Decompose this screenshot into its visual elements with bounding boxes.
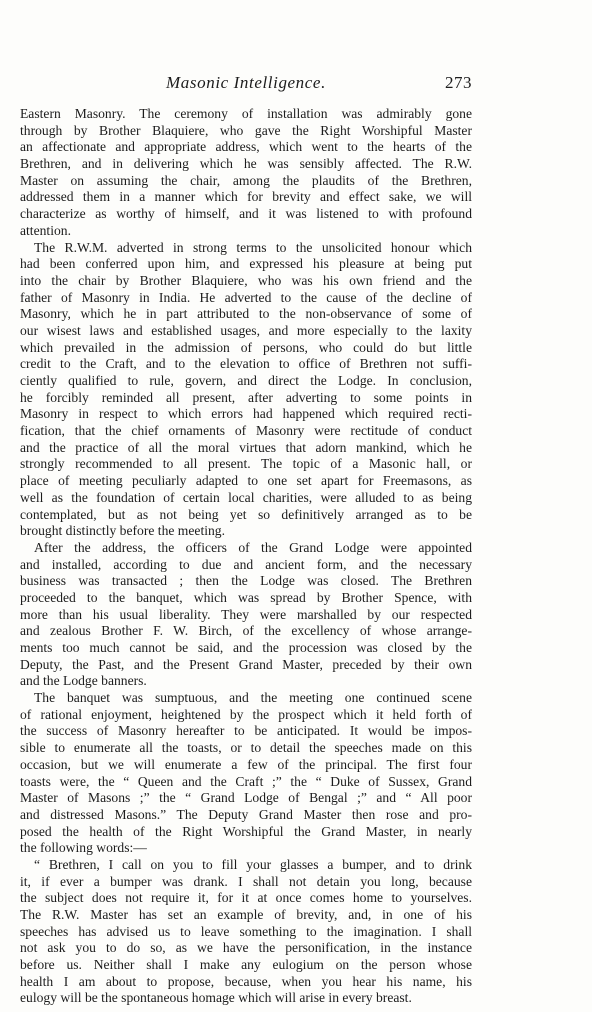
paragraph	[20, 857, 472, 1007]
text-line: the success of Masonry hereafter to be anticipated. It would be impos-	[20, 723, 472, 739]
text-line: Master of Masons ;” the “ Grand Lodge of Bengal ;” and “ All poor	[20, 790, 472, 806]
text-line: eulogy will be the spontaneous homage which will arise in every breast.	[20, 990, 412, 1006]
paragraph	[20, 690, 472, 857]
page-number: 273	[445, 73, 472, 92]
text-line: and the Lodge banners.	[20, 673, 147, 689]
text-line: well as the foundation of certain local charities, were alluded to as being	[20, 489, 472, 505]
text-line: speeches has advised us to leave something to the imagination. I shall	[20, 923, 472, 939]
text-line: place of meeting peculiarly adapted to one set apart for Freemasons, as	[20, 473, 472, 489]
text-line: Eastern Masonry. The ceremony of installation was admirably gone	[20, 106, 472, 121]
text-line: an affectionate and appropriate address, which went to the hearts of the	[20, 139, 472, 155]
paragraph	[20, 106, 472, 240]
text-line: health I am about to propose, because, when you hear his name, his	[20, 973, 472, 989]
text-line: addressed them in a manner which for brevity and effect sake, we will	[20, 189, 472, 205]
text-line: our wisest laws and established usages, and more especially to the laxity	[20, 322, 472, 338]
text-line: of rational enjoyment, heightened by the prospect which it held forth of	[20, 706, 472, 722]
text-line: The R.W.M. adverted in strong terms to the unsolicited honour which	[34, 239, 472, 255]
text-line: After the address, the officers of the Grand Lodge were appointed	[34, 539, 472, 555]
text-line: contemplated, but as not being yet so definitively arranged as to be	[20, 506, 472, 522]
text-line: toasts were, the “ Queen and the Craft ;” the “ Duke of Sussex, Grand	[20, 773, 472, 789]
text-line: sible to enumerate all the toasts, or to detail the speeches made on this	[20, 740, 472, 756]
text-line: and the practice of all the moral virtues that adorn mankind, which he	[20, 439, 472, 455]
text-line: the following words:—	[20, 840, 147, 856]
text-line: and installed, according to due and ancient form, and the necessary	[20, 556, 472, 572]
text-line: ments too much cannot be said, and the procession was closed by the	[20, 640, 472, 655]
text-line: attention.	[20, 222, 71, 238]
body-text	[20, 106, 472, 1007]
paragraph	[20, 240, 472, 540]
text-line: Brethren, and in delivering which he was sensibly affected. The R.W.	[20, 156, 472, 172]
text-line: proceeded to the banquet, which was spread by Brother Spence, with	[20, 589, 472, 605]
text-line: he forcibly reminded all present, after adverting to some points in	[20, 389, 472, 405]
text-line: credit to the Craft, and to the elevation to office of Brethren not suffi-	[20, 356, 472, 372]
paragraph	[20, 540, 472, 690]
text-line: more than his usual liberality. They were marshalled by our respected	[20, 606, 472, 622]
text-line: characterize as worthy of himself, and it was listened to with profound	[20, 206, 472, 222]
text-line: The R.W. Master has set an example of brevity, and, in one of his	[20, 907, 472, 922]
text-line: Masonry, which he in part attributed to the non-observance of some of	[20, 306, 472, 322]
text-line: before us. Neither shall I make any eulogium on the person whose	[20, 957, 472, 973]
text-line: father of Masonry in India. He adverted to the cause of the decline of	[20, 289, 472, 305]
text-line: Master on assuming the chair, among the plaudits of the Brethren,	[20, 172, 472, 188]
running-head	[20, 73, 472, 99]
text-line: not ask you to do so, as we have the personification, in the instance	[20, 940, 472, 956]
text-line: and distressed Masons.” The Deputy Grand Master then rose and pro-	[20, 806, 472, 822]
text-line: the subject does not require it, for it at once comes home to yourselves.	[20, 890, 472, 906]
text-line: “ Brethren, I call on you to fill your glasses a bumper, and to drink	[34, 856, 472, 872]
text-line: ciently qualified to rule, govern, and direct the Lodge. In conclusion,	[20, 373, 472, 388]
text-line: which prevailed in the admission of persons, who could do but little	[20, 339, 472, 355]
text-line: strongly recommended to all present. The topic of a Masonic hall, or	[20, 456, 472, 472]
text-line: posed the health of the Right Worshipful the Grand Master, in nearly	[20, 823, 472, 839]
text-line: into the chair by Brother Blaquiere, who was his own friend and the	[20, 272, 472, 288]
text-line: and zealous Brother F. W. Birch, of the excellency of whose arrange-	[20, 623, 472, 639]
text-line: Deputy, the Past, and the Present Grand Master, preceded by their own	[20, 656, 472, 672]
text-line: fication, that the chief ornaments of Masonry were rectitude of conduct	[20, 423, 472, 439]
text-line: Masonry in respect to which errors had happened which required recti-	[20, 406, 472, 422]
text-line: occasion, but we will enumerate a few of the principal. The first four	[20, 756, 472, 772]
text-line: had been conferred upon him, and expressed his pleasure at being put	[20, 256, 472, 272]
text-line: brought distinctly before the meeting.	[20, 523, 225, 539]
text-line: business was transacted ; then the Lodge was closed. The Brethren	[20, 573, 472, 589]
text-line: through by Brother Blaquiere, who gave the Right Worshipful Master	[20, 122, 472, 138]
text-line: it, if ever a bumper was drank. I shall not detain you long, because	[20, 873, 472, 889]
running-title: Masonic Intelligence.	[166, 73, 326, 92]
text-line: The banquet was sumptuous, and the meeting one continued scene	[34, 690, 472, 706]
